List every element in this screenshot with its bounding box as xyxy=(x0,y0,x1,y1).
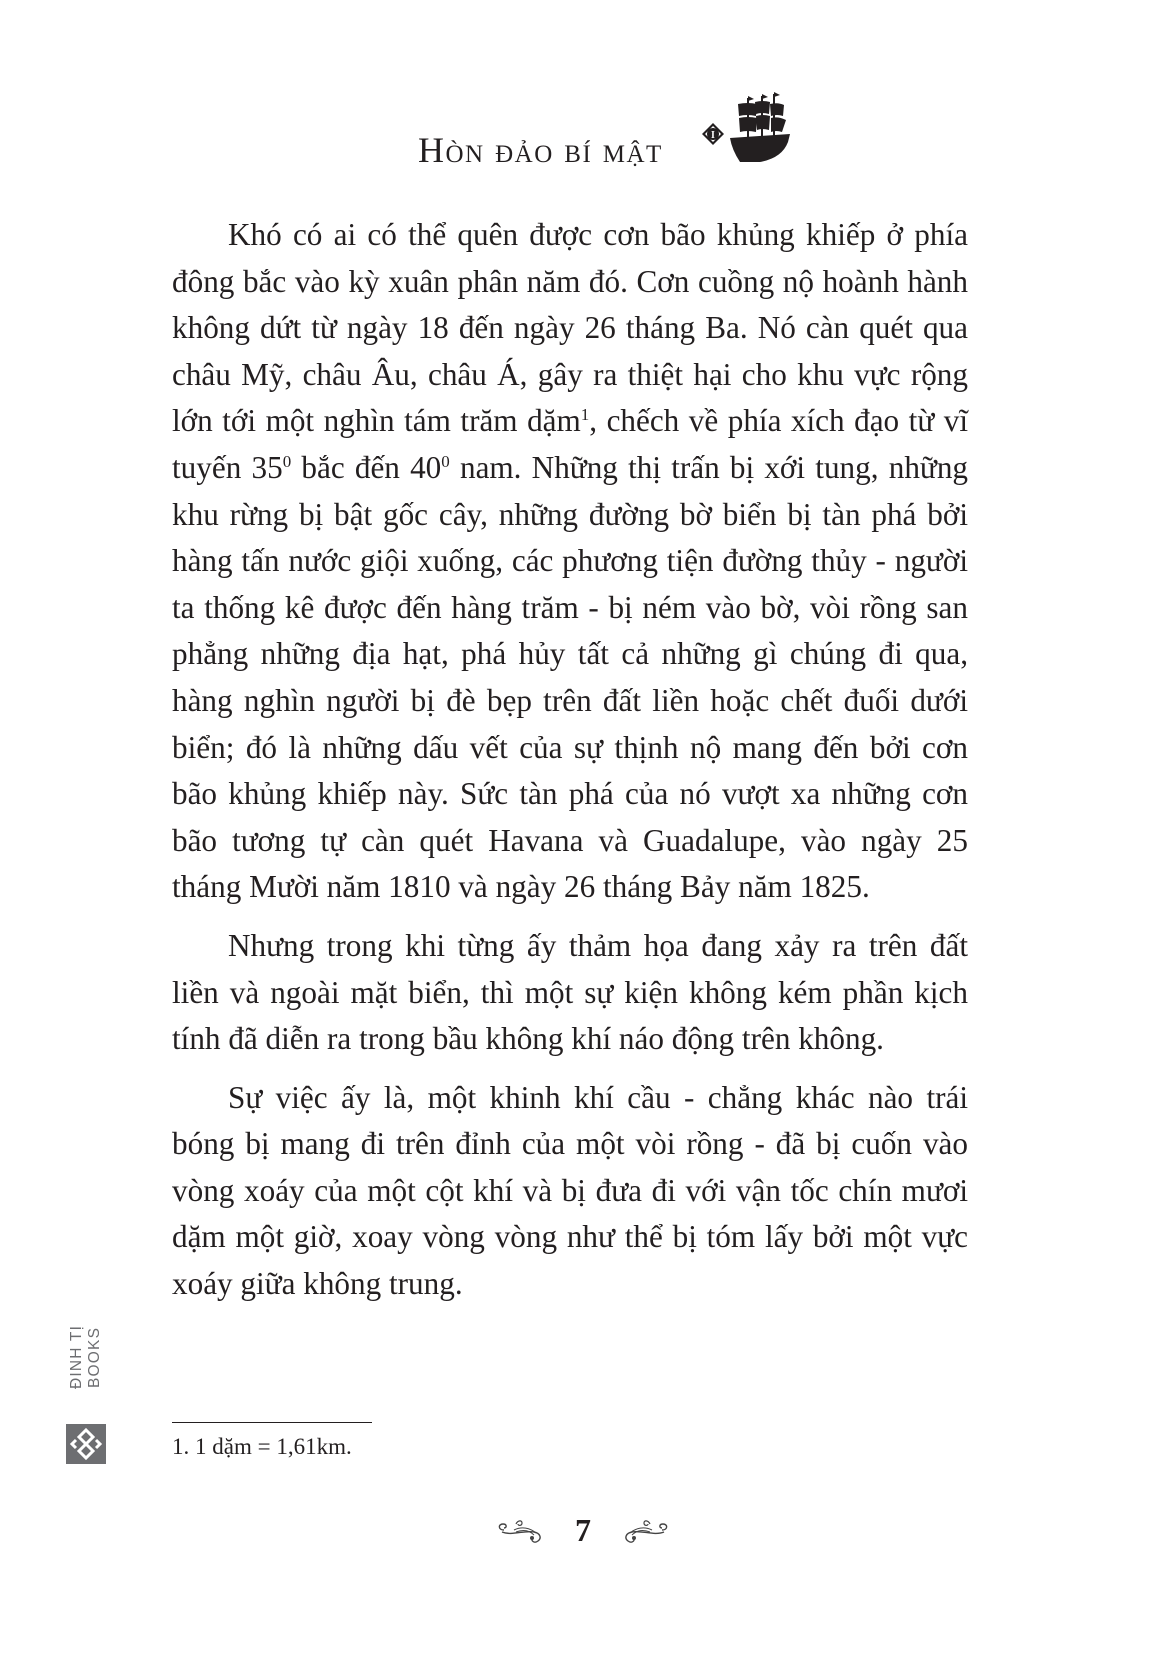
page-footer xyxy=(0,1512,1166,1549)
paragraph: Sự việc ấy là, một khinh khí cầu - chẳng khác nào trái bóng bị mang đi trên đỉnh của một vòi rồng - đã bị cuốn vào vòng xoáy của một cột khí và bị đưa đi với vận tốc chín mươi dặm một giờ, xoay vòng vòng như thể bị tóm lấy bởi một vực xoáy giữa không trung. xyxy=(172,1079,968,1302)
publisher-name: ĐINH TỊ BOOKS xyxy=(68,1324,103,1390)
paragraph xyxy=(172,212,968,911)
flourish-left-icon xyxy=(494,1516,546,1546)
footnote: 1. 1 dặm = 1,61km. xyxy=(172,1434,352,1459)
body-text xyxy=(172,212,968,1308)
footnote-divider xyxy=(172,1422,372,1423)
paragraph: Nhưng trong khi từng ấy thảm họa đang xảy ra trên đất liền và ngoài mặt biển, thì một sự kiện không kém phần kịch tính đã diễn ra trong bầu không khí náo động trên không. xyxy=(172,927,968,1057)
footnote-reference[interactable]: 1 xyxy=(580,405,590,425)
paragraph-text: Khó có ai có thể quên được cơn bão khủng khiếp ở phía đông bắc vào kỳ xuân phân năm đó. Cơn cuồng nộ hoành hành không dứt từ ngày 18 đến ngày 26 tháng Ba. Nó càn quét qua châu Mỹ, châu Âu, châu Á, gây ra thiệt hại cho khu vực rộng lớn tới một nghìn tám trăm dặm xyxy=(172,217,968,439)
page-number: 7 xyxy=(575,1512,591,1548)
publisher-mark xyxy=(66,1298,106,1464)
paragraph-text: , chếch về phía xích đạo từ vĩ tuyến 35 xyxy=(172,403,968,485)
running-head xyxy=(418,108,663,168)
degree-superscript: 0 xyxy=(441,451,450,471)
book-title: Hòn đảo bí mật xyxy=(418,130,663,170)
volume-badge-icon xyxy=(701,122,725,146)
flourish-right-icon xyxy=(620,1516,672,1546)
publisher-logo-icon xyxy=(66,1424,106,1464)
paragraph-text: nam. Những thị trấn bị xới tung, những khu rừng bị bật gốc cây, những đường bờ biển bị tàn phá bởi hàng tấn nước giội xuống, các phương tiện đường thủy - người ta thống kê được đến hàng trăm - bị ném vào bờ, vòi rồng san phẳng những địa hạt, phá hủy tất cả những gì chúng đi qua, hàng nghìn người bị đè bẹp trên đất liền hoặc chết đuối dưới biển; đó là những dấu vết của sự thịnh nộ mang đến bởi cơn bão khủng khiếp này. Sức tàn phá của nó vượt xa những cơn bão tương tự càn quét Havana và Guadalupe, vào ngày 25 tháng Mười năm 1810 và ngày 26 tháng Bảy năm 1825. xyxy=(172,449,969,905)
volume-number: I xyxy=(711,130,715,141)
paragraph-text: bắc đến 40 xyxy=(291,449,442,485)
degree-superscript: 0 xyxy=(282,451,292,471)
sailing-ship-icon xyxy=(728,92,792,166)
